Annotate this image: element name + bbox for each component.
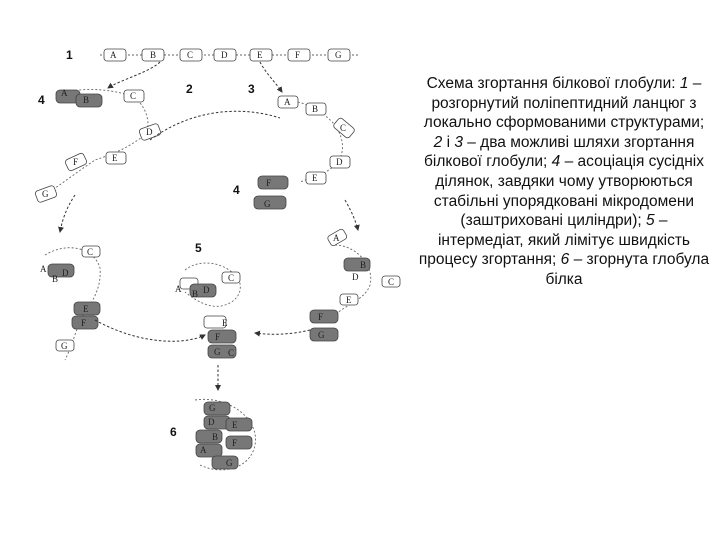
segment-label: E (112, 153, 118, 163)
segment-label: B (360, 260, 367, 270)
segment-label: D (203, 285, 210, 295)
stage-number-2: 2 (186, 82, 193, 96)
segment-label: F (81, 318, 87, 328)
segment-label: B (212, 432, 219, 442)
segment-label: B (150, 50, 157, 60)
segment-label: D (146, 127, 153, 137)
stage-number-6: 6 (170, 425, 177, 439)
segment-label: E (312, 173, 318, 183)
segment-label: B (192, 289, 199, 299)
caption-text: Схема згортання білкової глобули: (426, 75, 680, 92)
segment-label: F (215, 332, 221, 342)
stage-number-1: 1 (66, 48, 73, 62)
segment-label: D (352, 272, 359, 282)
stage-number-4-right: 4 (233, 183, 240, 197)
caption-number: 1 (679, 75, 689, 92)
segment-label: C (130, 91, 137, 101)
segment-label: G (214, 347, 221, 357)
stage-6-folded-globule (170, 399, 256, 469)
segment-label: D (221, 50, 228, 60)
segment-label: F (232, 438, 238, 448)
segment-label: A (40, 264, 47, 274)
caption-text: – розгорнутий поліпептидний ланцюг з локально сформованими структурами; (423, 75, 705, 132)
caption-number: 6 (560, 251, 570, 269)
segment-label: G (335, 50, 342, 60)
segment-label: G (61, 341, 68, 351)
caption-text: – два можливі шляхи згортання білкової глобули; (424, 133, 695, 171)
segment-label: G (209, 403, 216, 413)
segment-label: A (61, 88, 68, 98)
caption-text: – асоціація сусідніх ділянок, завдяки чому утворюються стабільні упорядковані мікродомени (заштриховані циліндри); (433, 153, 704, 230)
segment-label: A (333, 233, 340, 243)
segment-label: E (83, 304, 89, 314)
segment-label: E (222, 318, 228, 328)
caption-number: 4 (551, 153, 561, 171)
segment-label: A (175, 284, 182, 294)
segment-label: E (257, 50, 263, 60)
caption-number: 5 (646, 212, 655, 230)
segment-label: G (42, 189, 49, 199)
segment-label: A (200, 445, 207, 455)
caption-number: 2 (433, 133, 443, 151)
stage-5-intermediate (175, 241, 240, 306)
segment-label: E (232, 420, 238, 430)
segment-label: B (52, 274, 59, 284)
segment-label: C (228, 348, 235, 358)
stage-5-microdomains (204, 316, 236, 358)
pathway-3 (233, 96, 356, 209)
segment-label: F (295, 50, 301, 60)
segment-label: E (346, 295, 352, 305)
diagram-caption (418, 74, 710, 290)
segment-label: D (208, 417, 215, 427)
segment-label: C (87, 247, 94, 257)
segment-label: A (284, 97, 291, 107)
segment-label: D (62, 268, 69, 278)
segment-label: B (83, 95, 90, 105)
segment-label: G (226, 458, 233, 468)
segment-label: B (312, 104, 319, 114)
segment-label: C (187, 50, 194, 60)
pathway-2 (35, 88, 162, 203)
stage-number-3: 3 (248, 82, 255, 96)
left-intermediate (40, 246, 100, 360)
segment-label: A (110, 50, 117, 60)
segment-label: F (73, 157, 79, 167)
segment-label: F (266, 178, 272, 188)
segment-label: C (228, 273, 235, 283)
segment-label: F (318, 312, 324, 322)
stage-number-5: 5 (195, 241, 202, 255)
caption-number: 3 (454, 133, 463, 151)
caption-text: – згорнута глобула білка (545, 251, 710, 288)
right-intermediate (310, 228, 400, 341)
segment-label: D (336, 157, 343, 167)
caption-text: і (442, 133, 455, 151)
segment-label: C (388, 277, 395, 287)
caption-text: – інтермедіат, який лімітує швидкість процесу згортання; (418, 212, 690, 269)
segment-label: G (264, 199, 271, 209)
stage-number-4-left: 4 (38, 93, 45, 107)
segment-label: G (318, 330, 325, 340)
stage-1-unfolded-chain (66, 48, 360, 62)
segment-label: C (340, 123, 347, 133)
